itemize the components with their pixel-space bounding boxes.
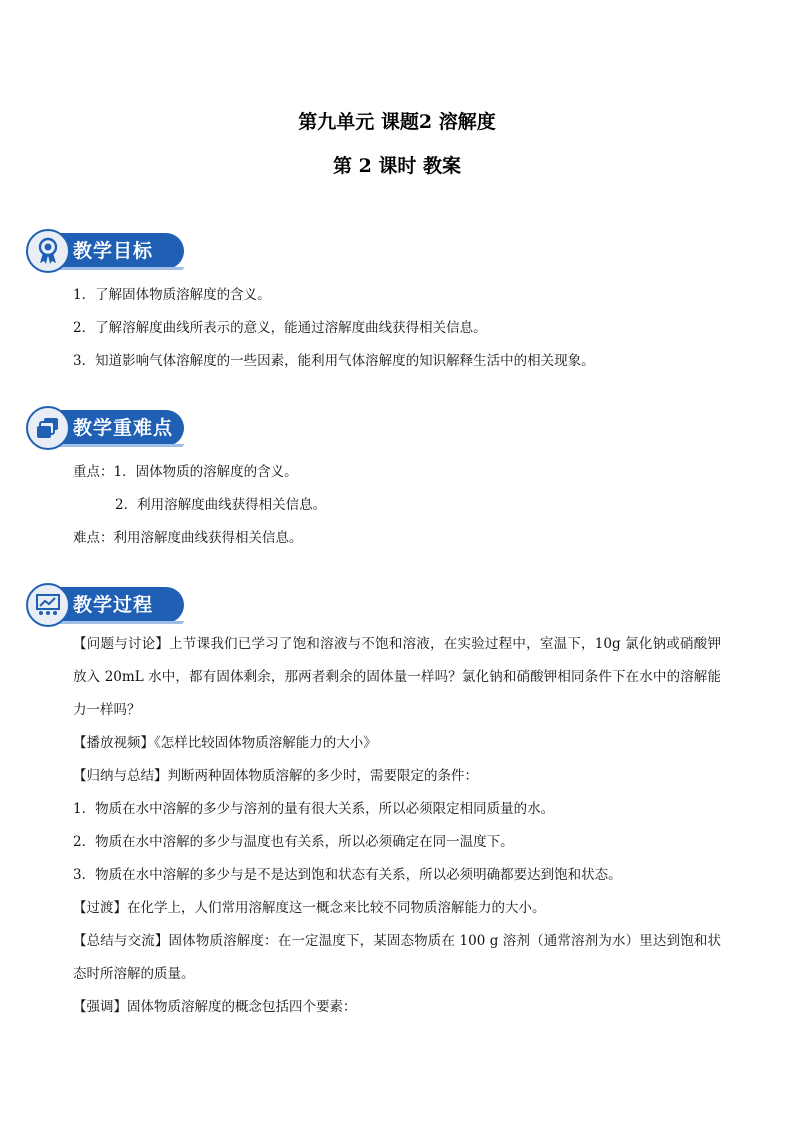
- section-heading: 教学重难点: [73, 417, 174, 439]
- key-item: 1．固体物质的溶解度的含义。: [113, 464, 298, 480]
- video-paragraph: [73, 727, 721, 760]
- paragraph-tag: 【归纳与总结】: [73, 768, 168, 784]
- key-item: 2．利用溶解度曲线获得相关信息。: [115, 497, 327, 513]
- stacked-cards-icon: [26, 406, 70, 450]
- paragraph-text: 固体物质溶解度：在一定温度下，某固态物质在 100 g 溶剂（通常溶剂为水）里达到饱和状态时所溶解的质量。: [73, 933, 721, 982]
- section-header-key-points: [26, 406, 184, 450]
- paragraph-tag: 【总结与交流】: [73, 933, 169, 949]
- discussion-paragraph: [73, 628, 721, 727]
- page-title: 第九单元 课题2 溶解度: [298, 111, 496, 133]
- definition-paragraph: [73, 925, 721, 991]
- paragraph-text: 上节课我们已学习了饱和溶液与不饱和溶液，在实验过程中，室温下，10g 氯化钠或硝酸钾放入 20mL 水中，都有固体剩余，那两者剩余的固体量一样吗？氯化钠和硝酸钾相同条件下在水中的溶解能力一样吗？: [73, 636, 721, 718]
- objective-item: 2．了解溶解度曲线所表示的意义，能通过溶解度曲线获得相关信息。: [73, 320, 487, 336]
- section-heading: 教学过程: [73, 594, 154, 616]
- section-header-objectives: [26, 229, 184, 273]
- condition-item: 2．物质在水中溶解的多少与温度也有关系，所以必须确定在同一温度下。: [73, 834, 514, 850]
- summary-paragraph: [73, 760, 721, 793]
- page-subtitle: 第 2 课时 教案: [332, 155, 462, 177]
- award-ribbon-icon: [26, 229, 70, 273]
- emphasis-paragraph: [73, 991, 721, 1024]
- key-point-line: [73, 460, 298, 480]
- section-heading: 教学目标: [73, 240, 154, 262]
- paragraph-text: 固体物质溶解度的概念包括四个要素：: [127, 999, 357, 1015]
- objective-item: 1．了解固体物质溶解度的含义。: [73, 287, 271, 303]
- presentation-chart-icon: [26, 583, 70, 627]
- condition-item: 3．物质在水中溶解的多少与是不是达到饱和状态有关系，所以必须明确都要达到饱和状态。: [73, 867, 622, 883]
- paragraph-tag: 【强调】: [73, 999, 127, 1015]
- section-header-process: [26, 583, 184, 627]
- objective-item: 3．知道影响气体溶解度的一些因素，能利用气体溶解度的知识解释生活中的相关现象。: [73, 353, 595, 369]
- key-label: 重点：: [73, 464, 114, 480]
- paragraph-tag: 【问题与讨论】: [73, 636, 170, 652]
- paragraph-text: 在化学上，人们常用溶解度这一概念来比较不同物质溶解能力的大小。: [127, 900, 546, 916]
- condition-item: 1．物质在水中溶解的多少与溶剂的量有很大关系，所以必须限定相同质量的水。: [73, 801, 555, 817]
- transition-paragraph: [73, 892, 721, 925]
- paragraph-text: 判断两种固体物质溶解的多少时，需要限定的条件：: [167, 768, 478, 784]
- difficulty-line: 难点：利用溶解度曲线获得相关信息。: [73, 530, 303, 546]
- paragraph-text: 《怎样比较固体物质溶解能力的大小》: [154, 735, 377, 751]
- paragraph-tag: 【播放视频】: [73, 735, 154, 751]
- paragraph-tag: 【过渡】: [73, 900, 127, 916]
